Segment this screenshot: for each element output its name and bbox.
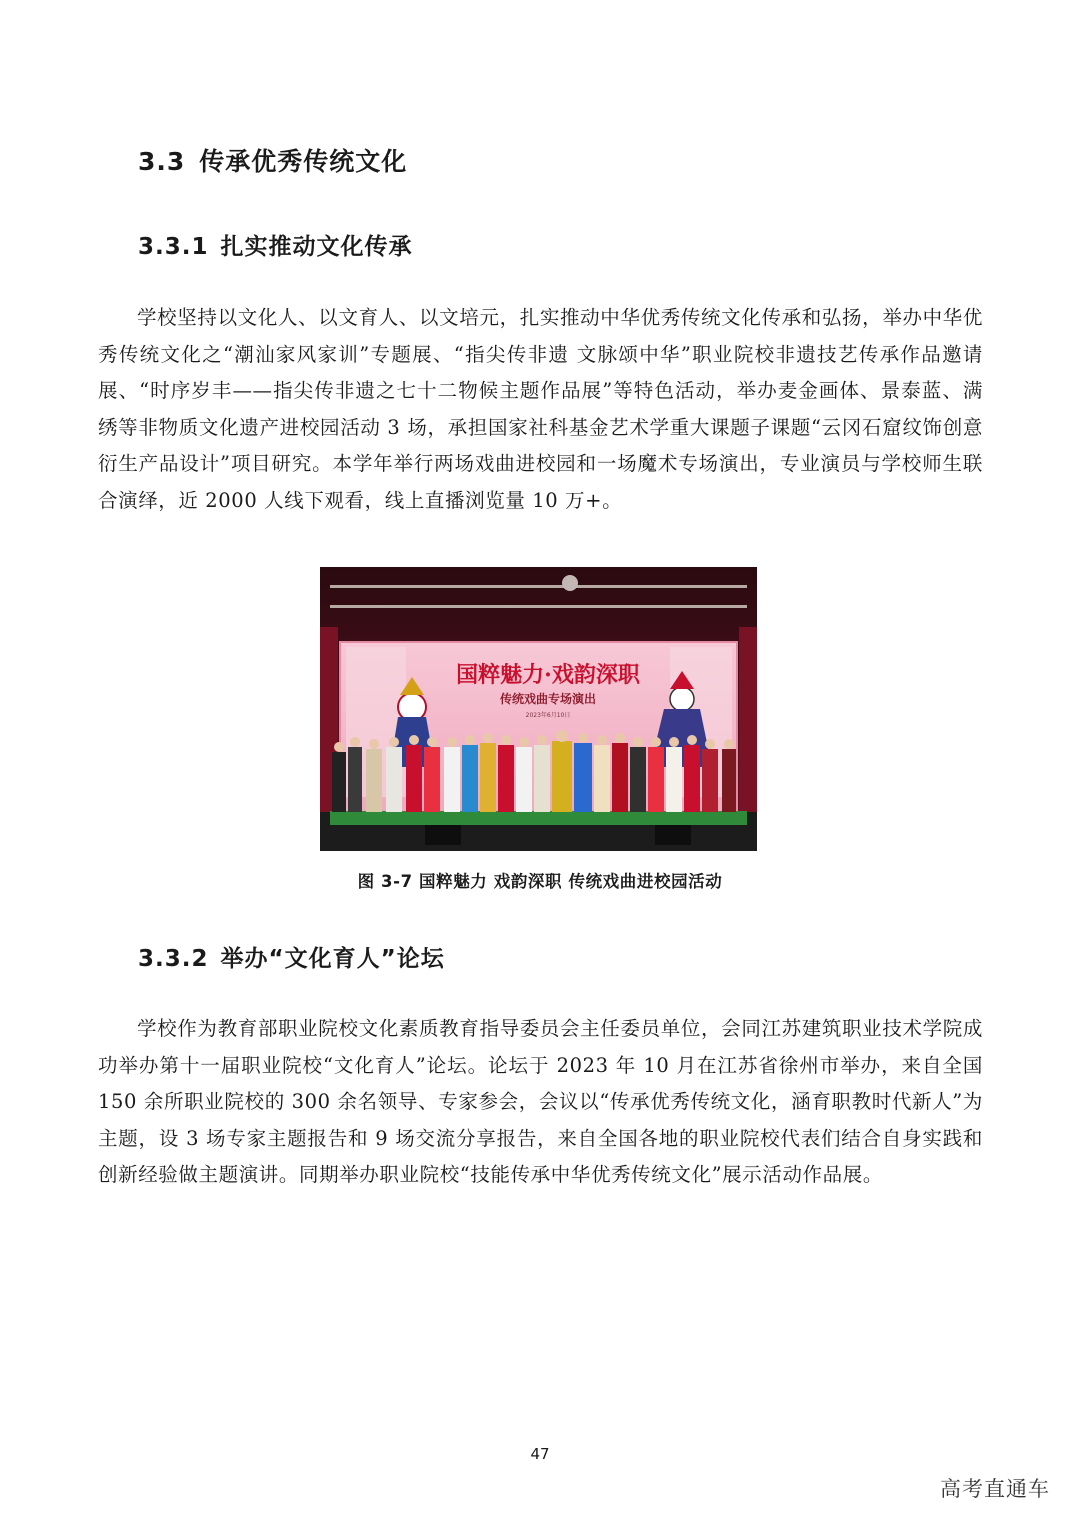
subsection-1-number: 3.3.1 [138,234,209,260]
floor-monitor-right [655,825,691,845]
subsection-1-paragraph: 学校坚持以文化人、以文育人、以文培元，扎实推动中华优秀传统文化传承和弘扬，举办中华优秀传统文化之“潮汕家风家训”专题展、“指尖传非遗 文脉颂中华”职业院校非遗技艺传承作品邀请展、“时序岁丰——指尖传非遗之七十二物候主题作品展”等特色活动，举办麦金画体、景泰蓝、满绣等非物质文化遗产进校园活动 3 场，承担国家社科基金艺术学重大课题子课题“云冈石窟纹饰创意衍生产品设计”项目研究。本学年举行两场戏曲进校园和一场魔术专场演出，专业演员与学校师生联合演绎，近 2000 人线下观看，线上直播浏览量 10 万+。 [98,306,983,512]
banner-date: 2023年6月10日 [525,712,571,719]
subsection-2-paragraph: 学校作为教育部职业院校文化素质教育指导委员会主任委员单位，会同江苏建筑职业技术学院成功举办第十一届职业院校“文化育人”论坛。论坛于 2023 年 10 月在江苏省徐州市举办，来自全国 150 余所职业院校的 300 余名领导、专家参会，会议以“传承优秀传统文化，涵育职教时代新人”为主题，设 3 场专家主题报告和 9 场交流分享报告，来自全国各地的职业院校代表们结合自身实践和创新经验做主题演讲。同期举办职业院校“技能传承中华优秀传统文化”展示活动作品展。 [98,1017,983,1187]
subsection-1-title: 扎实推动文化传承 [220,234,413,260]
page-number: 47 [530,1445,550,1463]
stage-floor [330,811,747,825]
subsection-heading-1 [138,228,413,261]
performers [332,741,736,812]
banner-title: 国粹魅力·戏韵深职 [456,662,640,688]
floor-monitor-left [425,825,461,845]
section-heading [138,142,407,178]
banner-subtitle: 传统戏曲专场演出 [499,692,597,706]
right-curtain [739,627,757,827]
stage-photo [320,567,757,851]
figure-photo-opera-performance [320,567,757,851]
figure-caption: 图 3-7 国粹魅力 戏韵深职 传统戏曲进校园活动 [357,872,723,891]
subsection-heading-2 [138,940,445,973]
section-number: 3.3 [138,147,186,176]
watermark: 高考直通车 [940,1477,1050,1501]
section-title: 传承优秀传统文化 [199,147,408,176]
subsection-2-title: 举办“文化育人”论坛 [220,946,445,972]
subsection-2-number: 3.3.2 [138,946,209,972]
